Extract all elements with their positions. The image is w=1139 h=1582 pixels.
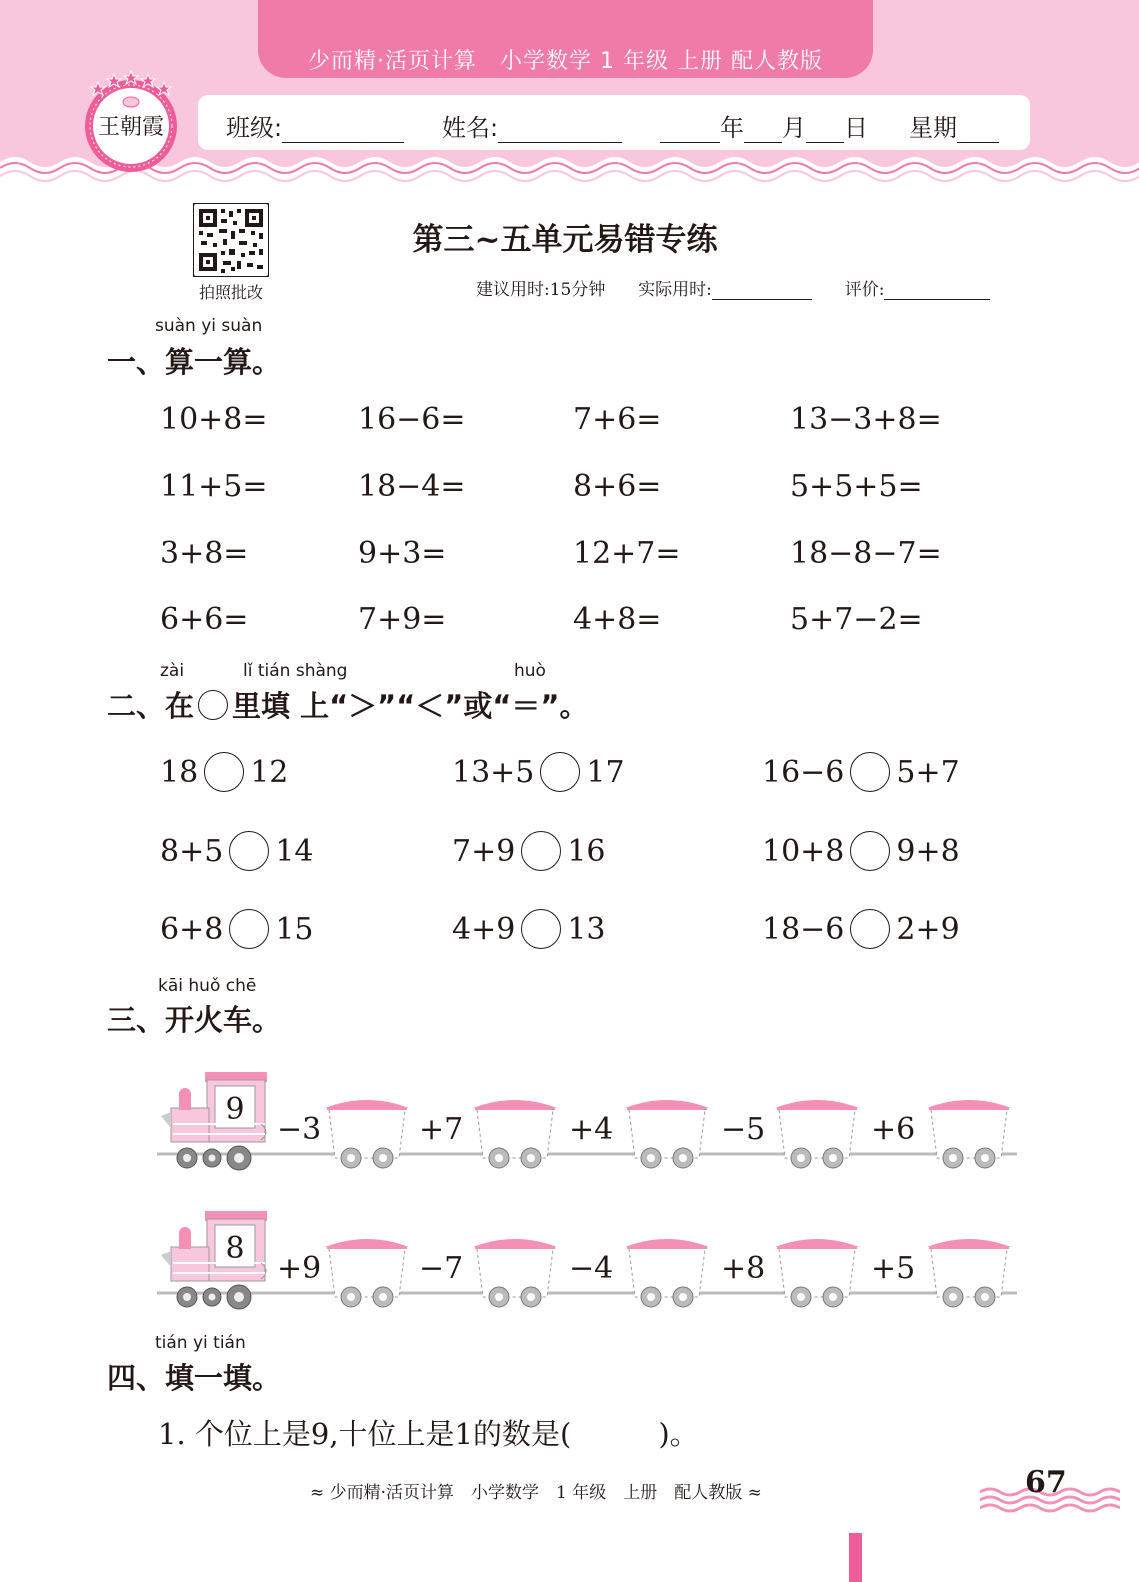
section3-title: 三、开火车。 xyxy=(107,1003,282,1037)
compare-item: 18−6 2+9 xyxy=(762,909,960,949)
answer-circle[interactable] xyxy=(521,831,561,871)
section1-title: 一、算一算。 xyxy=(107,345,282,379)
bottom-accent-bar xyxy=(849,1533,862,1582)
answer-circle[interactable] xyxy=(850,752,890,792)
train-car xyxy=(625,1239,709,1307)
calc-item: 5+5+5= xyxy=(790,469,923,504)
compare-item: 7+9 16 xyxy=(452,831,606,871)
train-operation: +9 xyxy=(277,1251,322,1286)
svg-text:王朝霞: 王朝霞 xyxy=(97,115,165,140)
answer-circle[interactable] xyxy=(850,831,890,871)
name-field[interactable]: 姓名: xyxy=(442,108,622,143)
date-field[interactable]: 年 月 日 xyxy=(660,108,868,143)
brand-logo xyxy=(78,68,184,174)
answer-circle[interactable] xyxy=(204,752,244,792)
page-title: 第三~五单元易错专练 xyxy=(412,222,718,258)
answer-circle[interactable] xyxy=(229,831,269,871)
fill-question-1: 1. 个位上是9,十位上是1的数是( )。 xyxy=(158,1417,699,1451)
compare-item: 10+8 9+8 xyxy=(762,831,960,871)
answer-circle[interactable] xyxy=(540,752,580,792)
qr-code[interactable] xyxy=(193,203,269,277)
answer-circle[interactable] xyxy=(229,909,269,949)
train-start-number: 9 xyxy=(225,1092,245,1127)
calc-item: 4+8= xyxy=(573,602,662,637)
train-car xyxy=(473,1239,557,1307)
answer-circle[interactable] xyxy=(850,909,890,949)
train-operation: −4 xyxy=(569,1251,614,1286)
train-1 xyxy=(157,1068,1017,1178)
section2-pinyin-zai: zài xyxy=(160,661,185,681)
suggested-time: 建议用时:15分钟 xyxy=(476,280,606,300)
train-operation: +4 xyxy=(569,1112,614,1147)
qr-label: 拍照批改 xyxy=(198,283,263,302)
train-car xyxy=(775,1100,859,1168)
compare-item: 6+8 15 xyxy=(160,909,314,949)
calc-item: 7+6= xyxy=(573,402,662,437)
train-operation: −3 xyxy=(277,1112,322,1147)
calc-item: 13−3+8= xyxy=(790,402,942,437)
compare-item: 4+9 13 xyxy=(452,909,606,949)
calc-item: 18−8−7= xyxy=(790,536,942,571)
answer-circle[interactable] xyxy=(521,909,561,949)
page-number: 67 xyxy=(1025,1465,1067,1500)
calc-item: 8+6= xyxy=(573,469,662,504)
section4-title: 四、填一填。 xyxy=(107,1361,282,1395)
actual-time-blank[interactable] xyxy=(712,281,812,300)
train-operation: +8 xyxy=(721,1251,766,1286)
train-car xyxy=(325,1239,409,1307)
calc-item: 3+8= xyxy=(160,536,249,571)
calc-item: 5+7−2= xyxy=(790,602,923,637)
compare-item: 8+5 14 xyxy=(160,831,314,871)
footer-series-text: ≈ 少而精·活页计算 小学数学 1 年级 上册 配人教版 ≈ xyxy=(310,1483,762,1503)
compare-item: 13+5 17 xyxy=(452,752,625,792)
compare-item: 18 12 xyxy=(160,752,288,792)
calc-item: 18−4= xyxy=(358,469,466,504)
train-car xyxy=(325,1100,409,1168)
calc-item: 10+8= xyxy=(160,402,268,437)
section4-pinyin: tián yi tián xyxy=(155,1333,246,1353)
train-car xyxy=(473,1100,557,1168)
class-field[interactable]: 班级: xyxy=(226,108,404,143)
section3-pinyin: kāi huǒ chē xyxy=(158,976,257,996)
section2-title: 二、在 里填 上“＞”“＜”或“＝”。 xyxy=(107,689,589,723)
train-car xyxy=(775,1239,859,1307)
evaluation-label: 评价: xyxy=(844,280,885,300)
section2-pinyin-li-tian-shang: lǐ tián shàng xyxy=(243,661,348,681)
train-2 xyxy=(157,1207,1017,1317)
actual-time-label: 实际用时: xyxy=(638,280,712,300)
calc-item: 11+5= xyxy=(160,469,268,504)
train-operation: −7 xyxy=(419,1251,464,1286)
timing-line xyxy=(476,275,990,300)
train-start-number: 8 xyxy=(225,1231,245,1266)
calc-item: 12+7= xyxy=(573,536,681,571)
circle-icon xyxy=(198,690,228,720)
train-operation: +7 xyxy=(419,1112,464,1147)
calc-item: 16−6= xyxy=(358,402,466,437)
section1-pinyin: suàn yi suàn xyxy=(155,316,263,336)
compare-item: 16−6 5+7 xyxy=(762,752,960,792)
train-operation: +6 xyxy=(871,1112,916,1147)
train-car xyxy=(927,1239,1011,1307)
calc-item: 7+9= xyxy=(358,602,447,637)
calc-item: 6+6= xyxy=(160,602,249,637)
train-car xyxy=(927,1100,1011,1168)
weekday-field[interactable]: 星期 xyxy=(909,108,999,143)
calc-item: 9+3= xyxy=(358,536,447,571)
series-banner: 少而精·活页计算 小学数学 1 年级 上册 配人教版 xyxy=(308,49,823,74)
section2-pinyin-huo: huò xyxy=(514,661,546,681)
train-operation: +5 xyxy=(871,1251,916,1286)
train-car xyxy=(625,1100,709,1168)
evaluation-blank[interactable] xyxy=(884,281,990,300)
train-operation: −5 xyxy=(721,1112,766,1147)
